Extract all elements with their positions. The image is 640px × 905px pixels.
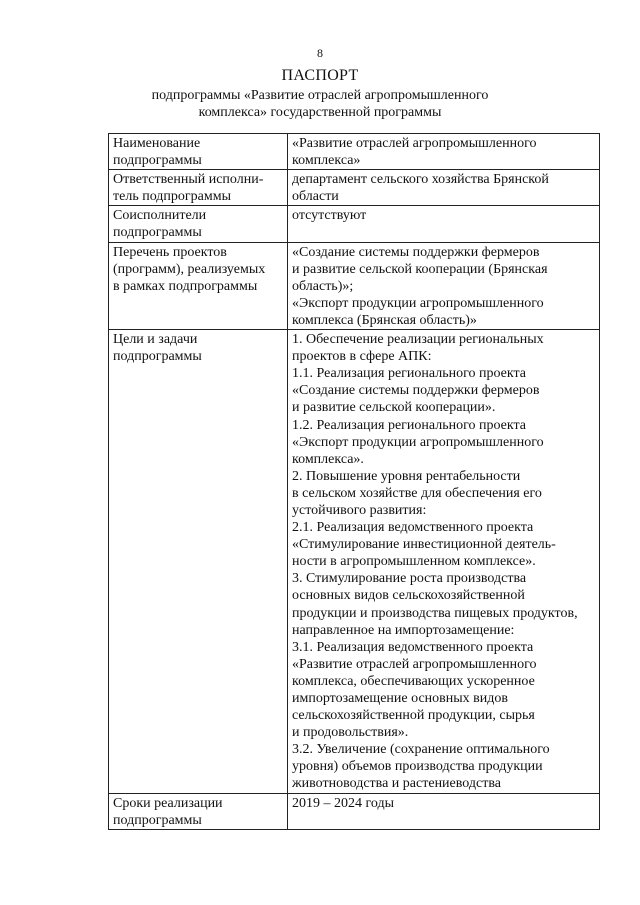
value-line: продукции и производства пищевых продуктов, [292,605,578,621]
document-subtitle [0,87,640,121]
row-label-cell [109,170,288,206]
value-line: области [292,189,339,205]
value-line: «Экспорт продукции агропромышленного [292,434,544,450]
value-line: устойчивого развития: [292,502,427,518]
table-row [109,330,600,794]
value-line: в сельском хозяйстве для обеспечения его [292,485,542,501]
row-value-cell [288,134,600,170]
label-line: (программ), реализуемых [113,261,266,277]
value-line: «Экспорт продукции агропромышленного [292,295,544,311]
table-row [109,242,600,329]
row-label-cell [109,242,288,329]
label-line: тель подпрограммы [113,189,231,205]
row-label-cell [109,330,288,794]
value-line: направленное на импортозамещение: [292,622,515,638]
value-line: ности в агропромышленном комплексе». [292,554,536,570]
value-line: и продовольствия». [292,725,409,741]
row-value-cell [288,170,600,206]
value-line: 2. Повышение уровня рентабельности [292,468,521,484]
subtitle-line: подпрограммы «Развитие отраслей агропромышленного [151,88,489,103]
row-label-cell [109,793,288,829]
value-line: комплекса (Брянская область)» [292,312,477,328]
value-line: 3. Стимулирование роста производства [292,571,527,587]
value-line: 3.1. Реализация ведомственного проекта [292,639,534,655]
value-line: департамент сельского хозяйства Брянской [292,172,549,188]
label-line: Цели и задачи [113,332,198,348]
value-line: комплекса». [292,451,364,467]
label-line: в рамках подпрограммы [113,278,258,294]
value-line: 2.1. Реализация ведомственного проекта [292,520,534,536]
page-number: 8 [317,46,323,60]
value-line: 1. Обеспечение реализации региональных [292,332,544,348]
value-line: «Создание системы поддержки фермеров [292,244,540,260]
value-line: «Развитие отраслей агропромышленного [292,656,537,672]
table-row [109,170,600,206]
label-line: Наименование [113,136,201,151]
value-line: сельскохозяйственной продукции, сырья [292,708,535,724]
label-line: Сроки реализации [113,795,223,811]
label-line: Ответственный исполни- [113,172,264,188]
subtitle-line: комплекса» государственной программы [198,105,442,120]
value-line: 3.2. Увеличение (сохранение оптимального [292,742,550,758]
value-line: 1.1. Реализация регионального проекта [292,366,527,382]
row-value-cell [288,206,600,242]
value-line: проектов в сфере АПК: [292,349,432,365]
row-value-cell [288,793,600,829]
label-line: подпрограммы [113,812,202,828]
row-value-cell [288,242,600,329]
label-line: подпрограммы [113,153,202,169]
row-value-cell [288,330,600,794]
document-title: ПАСПОРТ [281,67,359,84]
value-line: комплекса» [292,153,361,169]
row-label-cell [109,206,288,242]
label-line: подпрограммы [113,225,202,241]
value-line: «Развитие отраслей агропромышленного [292,136,537,151]
table-row [109,134,600,170]
passport-table-body [109,134,600,830]
value-line: комплекса, обеспечивающих ускоренное [292,673,535,689]
value-line: и развитие сельской кооперации (Брянская [292,261,548,277]
value-line: импортозамещение основных видов [292,691,509,706]
value-line: и развитие сельской кооперации». [292,400,496,416]
value-line: «Создание системы поддержки фермеров [292,383,540,399]
value-line: отсутствуют [292,208,367,224]
label-line: Соисполнители [113,208,207,224]
row-label-cell [109,134,288,170]
value-line: животноводства и растениеводства [292,776,501,792]
label-line: Перечень проектов [113,244,227,260]
value-line: уровня) объемов производства продукции [292,759,543,775]
value-line: «Стимулирование инвестиционной деятель- [292,537,556,553]
table-row [109,206,600,242]
value-line: 1.2. Реализация регионального проекта [292,417,527,433]
label-line: подпрограммы [113,349,202,365]
value-line: 2019 – 2024 годы [292,795,395,811]
value-line: область)»; [292,278,354,294]
table-row [109,793,600,829]
passport-table [108,133,600,830]
value-line: основных видов сельскохозяйственной [292,588,525,604]
